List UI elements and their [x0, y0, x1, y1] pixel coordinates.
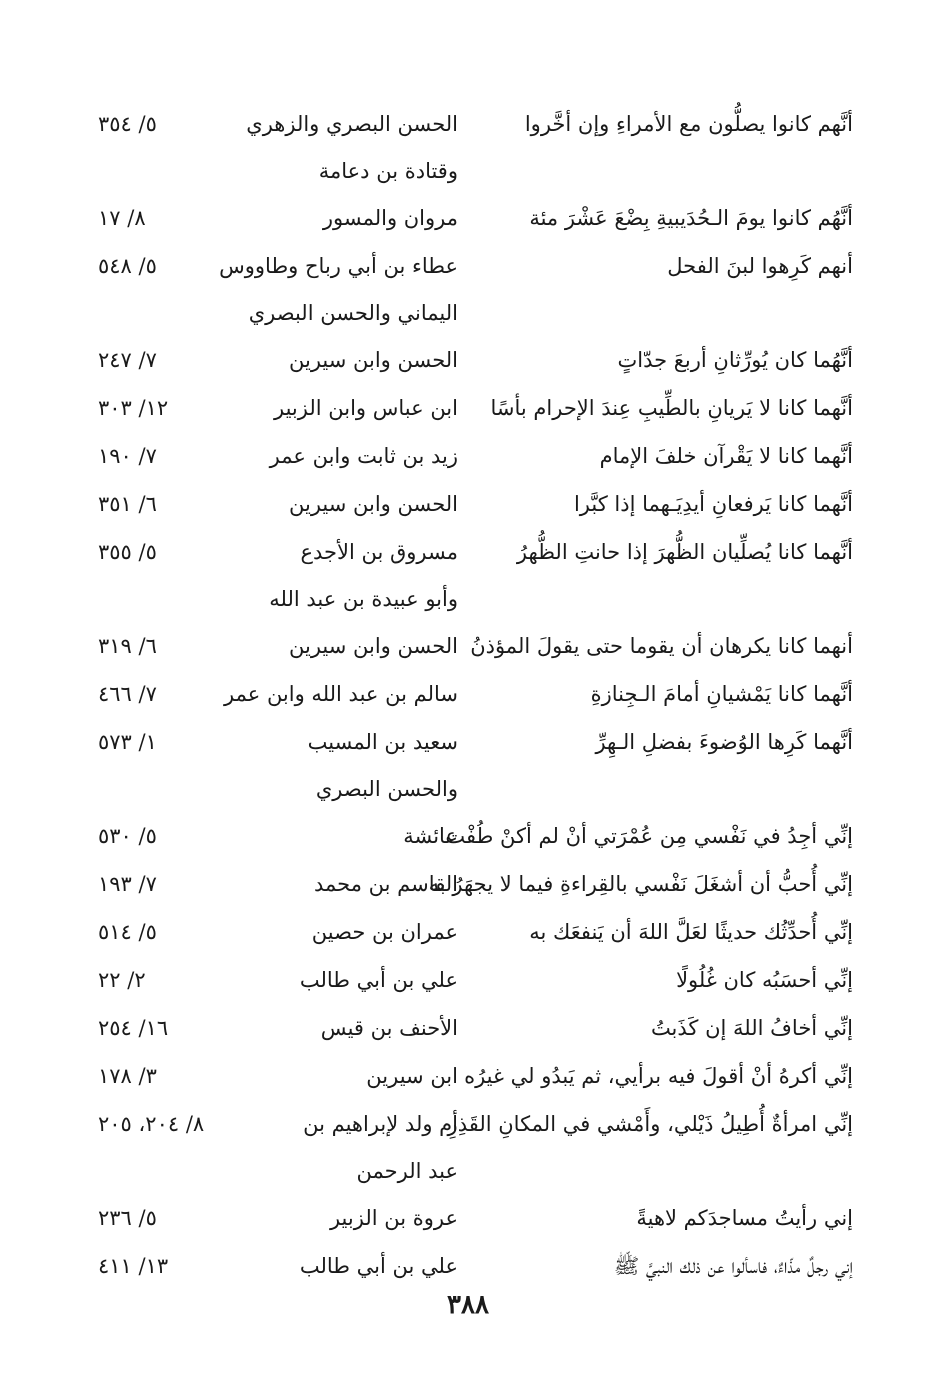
hadith-text: إني رجلٌ مذّاءٌ، فاسألوا عن ذلك النبيَّ ﷺ: [613, 1254, 853, 1278]
index-row: [98, 718, 853, 766]
volume-page-reference: ٧/ ١٩٠: [98, 444, 157, 468]
narrator-name: الأحنف بن قيس: [320, 1016, 458, 1040]
volume-page-reference: ٥/ ٥٤٨: [98, 254, 157, 278]
hadith-text: أنَّهما كَرِها الوُضوءَ بفضلِ الـهِرِّ: [595, 730, 853, 754]
narrator-name: الحسن وابن سيرين: [288, 492, 458, 516]
volume-page-reference: ٦/ ٣٥١: [98, 492, 157, 516]
index-row: [98, 148, 853, 194]
hadith-text: إنِّي أخافُ اللهَ إن كَذَبتُ: [650, 1016, 853, 1040]
index-row: [98, 670, 853, 718]
volume-page-reference: ٨/ ٢٠٤، ٢٠٥: [98, 1112, 205, 1136]
narrator-name: الحسن البصري والزهري: [246, 112, 458, 136]
volume-page-reference: ١٢/ ٣٠٣: [98, 396, 169, 420]
volume-page-reference: ٥/ ٣٥٥: [98, 540, 157, 564]
hadith-text: أنهم كَرِهوا لبنَ الفحل: [667, 254, 853, 278]
page-number: ٣٨٨: [447, 1290, 489, 1320]
narrator-name: علي بن أبي طالب: [299, 968, 458, 992]
index-row: [98, 956, 853, 1004]
narrator-name: اليماني والحسن البصري: [248, 301, 458, 325]
index-row: [98, 290, 853, 336]
hadith-index-table: [98, 100, 853, 1290]
index-row: [98, 908, 853, 956]
volume-page-reference: ٥/ ٢٣٦: [98, 1206, 157, 1230]
narrator-name: عطاء بن أبي رباح وطاووس: [219, 254, 458, 278]
volume-page-reference: ١٦/ ٢٥٤: [98, 1016, 169, 1040]
hadith-text: إنِّي أُحبُّ أن أشغَلَ نَفْسي بالقِراءةِ فيما لا يجهَرُ به: [428, 872, 853, 896]
volume-page-reference: ١٣/ ٤١١: [98, 1254, 169, 1278]
index-row: [98, 1100, 853, 1148]
hadith-text: إنِّي أجِدُ في نَفْسي مِن عُمْرَتي أنْ لم أكنْ طُفْت: [445, 824, 853, 848]
narrator-name: مروان والمسور: [322, 206, 458, 230]
hadith-text: إنِّي أحسَبُه كان غُلُولًا: [676, 968, 853, 992]
hadith-text: إنِّي امرأةٌ أُطِيلُ ذَيْلي، وأَمْشي في المكانِ القَذِرِ: [447, 1112, 853, 1136]
volume-page-reference: ٥/ ٣٥٤: [98, 112, 157, 136]
index-row: [98, 242, 853, 290]
volume-page-reference: ٧/ ٢٤٧: [98, 348, 157, 372]
volume-page-reference: ٨/ ١٧: [98, 206, 146, 230]
volume-page-reference: ٥/ ٥٣٠: [98, 824, 157, 848]
narrator-name: عبد الرحمن: [356, 1159, 458, 1183]
index-row: [98, 384, 853, 432]
narrator-name: سعيد بن المسيب: [307, 730, 458, 754]
volume-page-reference: ٣/ ١٧٨: [98, 1064, 157, 1088]
hadith-text: أنَّهما كانا لا يَريانِ بالطِّيبِ عِندَ الإحرام بأسًا: [490, 396, 853, 420]
narrator-name: عائشة: [403, 824, 458, 848]
hadith-text: إنِّي أُحدِّثُك حديثًا لعَلَّ اللهَ أن يَنفعَك به: [529, 920, 853, 944]
volume-page-reference: ٦/ ٣١٩: [98, 634, 157, 658]
index-row: [98, 528, 853, 576]
narrator-name: ابن سيرين: [366, 1064, 458, 1088]
narrator-name: وقتادة بن دعامة: [318, 159, 458, 183]
volume-page-reference: ١/ ٥٧٣: [98, 730, 157, 754]
volume-page-reference: ٢/ ٢٢: [98, 968, 146, 992]
index-row: [98, 432, 853, 480]
hadith-text: أنَّهما كانا يَمْشيانِ أمامَ الـجِنازةِ: [590, 682, 853, 706]
narrator-name: عمران بن حصين: [311, 920, 458, 944]
hadith-text: أنَّهم كانوا يصلُّون مع الأمراءِ وإن أخَّروا: [524, 112, 853, 136]
volume-page-reference: ٧/ ٤٦٦: [98, 682, 157, 706]
volume-page-reference: ٥/ ٥١٤: [98, 920, 157, 944]
hadith-text: أنَّهما كانا يَرفعانِ أيدِيَـهما إذا كبَّرا: [573, 492, 853, 516]
index-row: [98, 1052, 853, 1100]
index-row: [98, 1194, 853, 1242]
narrator-name: سالم بن عبد الله وابن عمر: [224, 682, 458, 706]
narrator-name: وأبو عبيدة بن عبد الله: [269, 587, 458, 611]
index-row: [98, 1242, 853, 1290]
narrator-name: الحسن وابن سيرين: [288, 634, 458, 658]
index-row: [98, 1148, 853, 1194]
narrator-name: عروة بن الزبير: [329, 1206, 458, 1230]
narrator-name: علي بن أبي طالب: [299, 1254, 458, 1278]
index-row: [98, 336, 853, 384]
narrator-name: الحسن وابن سيرين: [288, 348, 458, 372]
index-row: [98, 860, 853, 908]
narrator-name: أم ولد لإبراهيم بن: [303, 1112, 458, 1136]
hadith-text: أنَّهُما كان يُورِّثانِ أربعَ جدّاتٍ: [617, 348, 853, 372]
narrator-name: مسروق بن الأجدع: [300, 540, 458, 564]
narrator-name: والحسن البصري: [315, 777, 458, 801]
hadith-text: أنَّهما كانا يُصلِّيان الظُّهرَ إذا حانتِ الظُّهرُ: [516, 540, 853, 564]
narrator-name: القاسم بن محمد: [314, 872, 458, 896]
index-row: [98, 480, 853, 528]
index-row: [98, 194, 853, 242]
index-row: [98, 100, 853, 148]
hadith-text: إني رأيتُ مساجدَكم لاهيةً: [636, 1206, 853, 1230]
index-row: [98, 1004, 853, 1052]
index-row: [98, 622, 853, 670]
hadith-text: أنَّهما كانا لا يَقْرآن خلفَ الإمام: [599, 444, 853, 468]
index-row: [98, 576, 853, 622]
narrator-name: ابن عباس وابن الزبير: [274, 396, 458, 420]
hadith-text: أنهما كانا يكرهان أن يقوما حتى يقولَ المؤذنُ: [470, 634, 853, 658]
hadith-text: أنَّهُم كانوا يومَ الـحُدَيبيةِ بِضْعَ عَشْرَ مئة: [529, 206, 853, 230]
hadith-text: إنِّي أكرهُ أنْ أقولَ فيه برأيي، ثم يَبدُو لي غيرُه: [464, 1064, 853, 1088]
volume-page-reference: ٧/ ١٩٣: [98, 872, 157, 896]
index-row: [98, 766, 853, 812]
index-row: [98, 812, 853, 860]
narrator-name: زيد بن ثابت وابن عمر: [269, 444, 458, 468]
